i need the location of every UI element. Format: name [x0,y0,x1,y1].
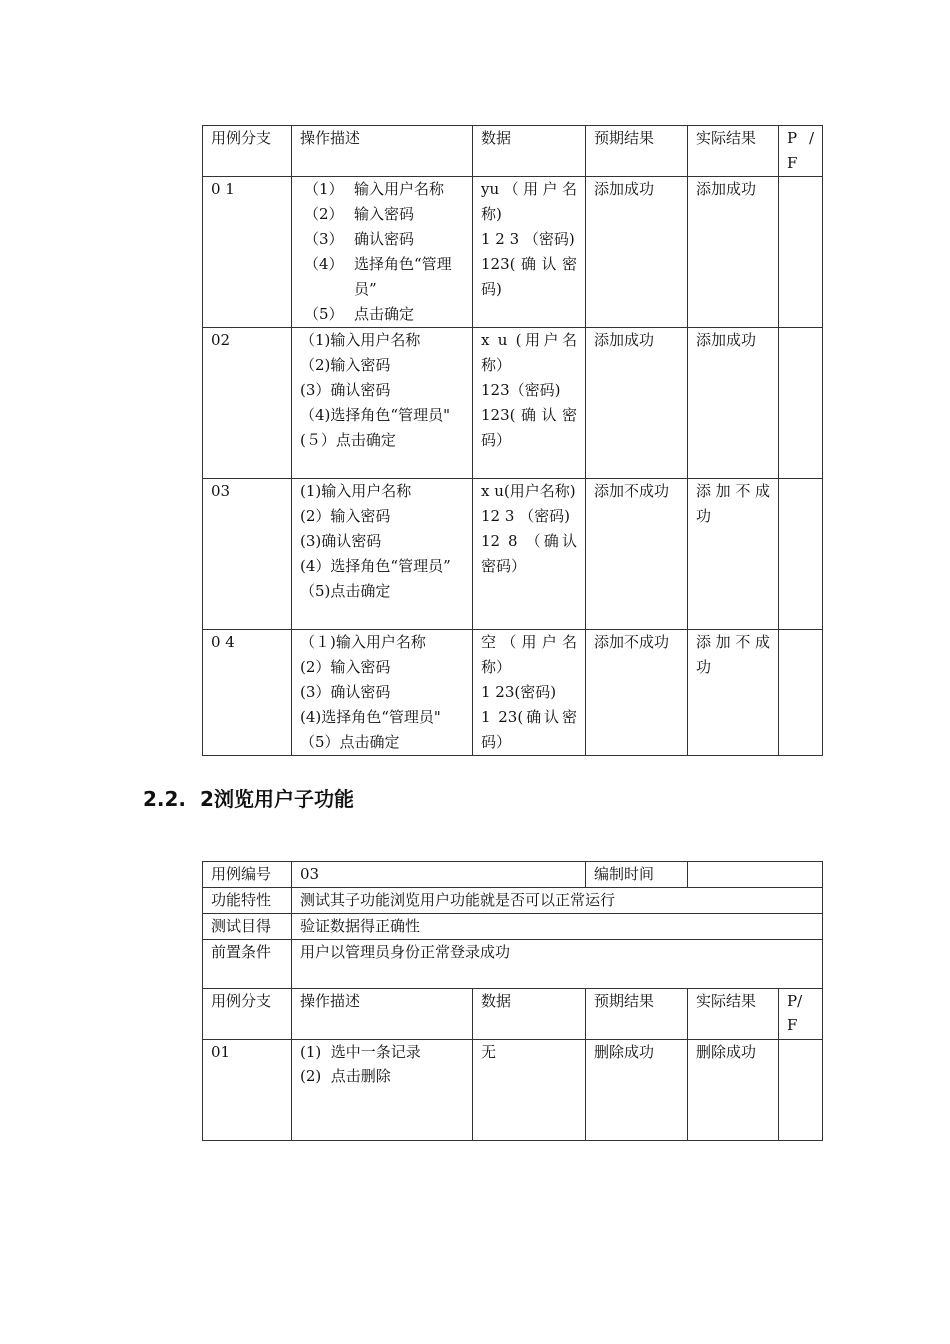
cell-actual: 删除成功 [688,1040,779,1141]
step-line: （1)输入用户名称 [300,331,421,349]
cell-branch: 0 4 [203,630,292,756]
data-line: 空（用户名称） [481,633,577,676]
cell-steps [292,479,473,630]
header-pf: P/ F [779,989,823,1040]
header-expected: 预期结果 [586,126,688,177]
test-case-table-add-user [202,125,823,756]
header-branch: 用例分支 [203,989,292,1040]
header-data: 数据 [473,126,586,177]
step-line: （2） 输入密码 [304,205,415,223]
data-line: x u (用户名称） [481,331,577,374]
cell-pf [779,177,823,328]
cell-pf [779,1040,823,1141]
feature-value: 测试其子功能浏览用户功能就是否可以正常运行 [292,888,823,914]
header-actual: 实际结果 [688,126,779,177]
step-line: (3）确认密码 [300,683,391,701]
step-line: （3） 确认密码 [304,230,415,248]
feature-label: 功能特性 [203,888,292,914]
step-line: (2) 点击删除 [300,1067,391,1085]
cell-branch: 02 [203,328,292,479]
step-line: (2）输入密码 [300,507,391,525]
purpose-label: 测试目得 [203,914,292,940]
feature-row [203,888,823,914]
cell-branch: 03 [203,479,292,630]
table-row [203,630,823,756]
step-line: （5）点击确定 [300,733,400,751]
step-line: (５）点击确定 [300,431,396,449]
cell-branch: 01 [203,1040,292,1141]
section-number: 2.2. [143,787,187,811]
step-line: （1） 输入用户名称 [304,180,445,198]
header-steps: 操作描述 [292,989,473,1040]
cell-data [473,630,586,756]
cell-actual: 添加成功 [688,328,779,479]
step-line: （4） 选择角色“管理员” [304,255,452,298]
cell-actual: 添加成功 [688,177,779,328]
precondition-value: 用户以管理员身份正常登录成功 [292,940,823,989]
table-row [203,177,823,328]
case-id-row [203,862,823,888]
data-line: 1 2 3 （密码) [481,230,575,248]
header-actual: 实际结果 [688,989,779,1040]
cell-expected: 删除成功 [586,1040,688,1141]
table-header-row [203,989,823,1040]
table-header-row [203,126,823,177]
header-branch: 用例分支 [203,126,292,177]
cell-expected: 添加成功 [586,177,688,328]
table-row [203,1040,823,1141]
case-id-value: 03 [292,862,586,888]
step-line: (3）确认密码 [300,381,391,399]
section-title: 2浏览用户子功能 [200,787,354,811]
cell-actual: 添加不成功 [688,630,779,756]
date-value [688,862,823,888]
step-line: (4)选择角色“管理员" [300,708,441,726]
data-line: 1 23(确认密码） [481,708,577,751]
cell-expected: 添加不成功 [586,479,688,630]
header-data: 数据 [473,989,586,1040]
header-expected: 预期结果 [586,989,688,1040]
test-case-table-browse-user [202,861,823,1141]
header-pf: P / F [779,126,823,177]
cell-actual: 添加不成功 [688,479,779,630]
precondition-label: 前置条件 [203,940,292,989]
cell-pf [779,630,823,756]
cell-data [473,479,586,630]
cell-steps [292,177,473,328]
table-row [203,328,823,479]
cell-data [473,328,586,479]
cell-expected: 添加成功 [586,328,688,479]
cell-branch: 0 1 [203,177,292,328]
step-line: (3)确认密码 [300,532,382,550]
data-line: 1 23(密码) [481,683,557,701]
step-line: （2)输入密码 [300,356,391,374]
cell-pf [779,479,823,630]
step-line: (1)输入用户名称 [300,482,412,500]
data-line: yu（用户名称) [481,180,577,223]
cell-expected: 添加不成功 [586,630,688,756]
cell-data: 无 [473,1040,586,1141]
date-label: 编制时间 [586,862,688,888]
step-line: (1) 选中一条记录 [300,1043,421,1061]
section-heading [143,786,354,812]
step-line: （4)选择角色“管理员" [300,406,450,424]
step-line: (4）选择角色“管理员” [300,557,451,575]
data-line: 123（密码) [481,381,561,399]
data-line: x u(用户名称) [481,482,576,500]
cell-steps [292,1040,473,1141]
cell-steps [292,328,473,479]
precondition-row [203,940,823,989]
step-line: （5)点击确定 [300,582,391,600]
step-line: （5） 点击确定 [304,305,415,323]
cell-data [473,177,586,328]
data-line: 123(确认密码) [481,255,577,298]
step-line: （１)输入用户名称 [300,633,426,651]
table-row [203,479,823,630]
cell-pf [779,328,823,479]
purpose-value: 验证数据得正确性 [292,914,823,940]
step-line: (2）输入密码 [300,658,391,676]
case-id-label: 用例编号 [203,862,292,888]
purpose-row [203,914,823,940]
data-line: 12 8 （确认密码） [481,532,577,575]
header-steps: 操作描述 [292,126,473,177]
data-line: 12 3 （密码) [481,507,571,525]
data-line: 123(确认密码） [481,406,577,449]
cell-steps [292,630,473,756]
